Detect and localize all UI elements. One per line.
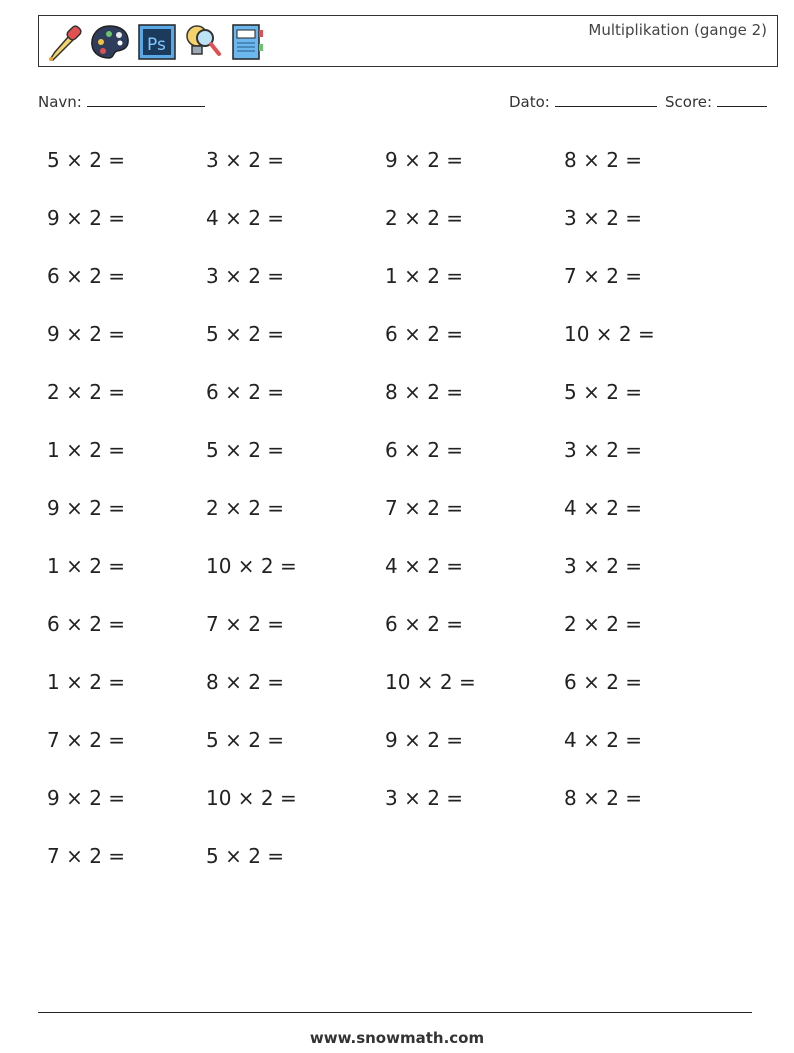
color-picker-icon: [45, 22, 83, 62]
score-label: Score:: [665, 93, 713, 111]
problem-item: 5 × 2 =: [564, 380, 643, 404]
problem-item: 7 × 2 =: [564, 264, 643, 288]
problem-item: 5 × 2 =: [206, 844, 285, 868]
problem-item: 5 × 2 =: [206, 322, 285, 346]
problem-item: 10 × 2 =: [564, 322, 655, 346]
problem-item: 9 × 2 =: [385, 728, 464, 752]
problem-item: 4 × 2 =: [385, 554, 464, 578]
problem-item: 6 × 2 =: [564, 670, 643, 694]
problem-item: 9 × 2 =: [47, 786, 126, 810]
header-icons: [45, 20, 265, 64]
problem-item: 2 × 2 =: [564, 612, 643, 636]
name-field: [38, 92, 205, 111]
problem-item: 6 × 2 =: [47, 264, 126, 288]
problem-item: 1 × 2 =: [47, 670, 126, 694]
name-blank: [87, 92, 205, 107]
date-field: [509, 92, 657, 111]
date-label: Dato:: [509, 93, 550, 111]
problem-item: 3 × 2 =: [385, 786, 464, 810]
score-blank: [717, 92, 767, 107]
footer-url: www.snowmath.com: [309, 1029, 485, 1047]
problem-item: 3 × 2 =: [206, 264, 285, 288]
problem-item: 9 × 2 =: [47, 496, 126, 520]
problem-item: 7 × 2 =: [206, 612, 285, 636]
problem-item: 5 × 2 =: [206, 728, 285, 752]
problem-item: 7 × 2 =: [385, 496, 464, 520]
problem-item: 3 × 2 =: [564, 554, 643, 578]
problem-item: 5 × 2 =: [47, 148, 126, 172]
problem-item: 8 × 2 =: [564, 786, 643, 810]
footer-divider: [38, 1012, 752, 1013]
problem-item: 4 × 2 =: [206, 206, 285, 230]
problem-item: 9 × 2 =: [385, 148, 464, 172]
score-field: [665, 92, 767, 111]
problem-item: 1 × 2 =: [47, 438, 126, 462]
worksheet-header: [38, 15, 778, 67]
problem-item: 2 × 2 =: [385, 206, 464, 230]
problem-item: 6 × 2 =: [385, 612, 464, 636]
problem-item: 2 × 2 =: [47, 380, 126, 404]
problem-item: 2 × 2 =: [206, 496, 285, 520]
problem-item: 4 × 2 =: [564, 496, 643, 520]
problem-item: 9 × 2 =: [47, 322, 126, 346]
problem-item: 7 × 2 =: [47, 728, 126, 752]
problem-item: 9 × 2 =: [47, 206, 126, 230]
photoshop-icon: [137, 22, 177, 62]
problem-item: 3 × 2 =: [564, 206, 643, 230]
problem-item: 1 × 2 =: [385, 264, 464, 288]
problem-item: 8 × 2 =: [564, 148, 643, 172]
problem-item: 8 × 2 =: [385, 380, 464, 404]
problem-item: 6 × 2 =: [47, 612, 126, 636]
problem-item: 6 × 2 =: [385, 438, 464, 462]
problem-item: 10 × 2 =: [206, 786, 297, 810]
problem-item: 4 × 2 =: [564, 728, 643, 752]
svg-text:Ps: Ps: [147, 35, 166, 55]
worksheet-title: Multiplikation (gange 2): [588, 21, 767, 39]
name-label: Navn:: [38, 93, 82, 111]
problem-item: 3 × 2 =: [206, 148, 285, 172]
problem-item: 5 × 2 =: [206, 438, 285, 462]
date-blank: [555, 92, 657, 107]
problem-item: 8 × 2 =: [206, 670, 285, 694]
problem-item: 10 × 2 =: [206, 554, 297, 578]
problem-item: 3 × 2 =: [564, 438, 643, 462]
paint-palette-icon: [89, 22, 131, 62]
notebook-icon: [229, 22, 265, 62]
idea-search-icon: [183, 22, 223, 62]
problem-item: 6 × 2 =: [206, 380, 285, 404]
problem-item: 1 × 2 =: [47, 554, 126, 578]
problem-item: 7 × 2 =: [47, 844, 126, 868]
problem-item: 10 × 2 =: [385, 670, 476, 694]
problem-item: 6 × 2 =: [385, 322, 464, 346]
